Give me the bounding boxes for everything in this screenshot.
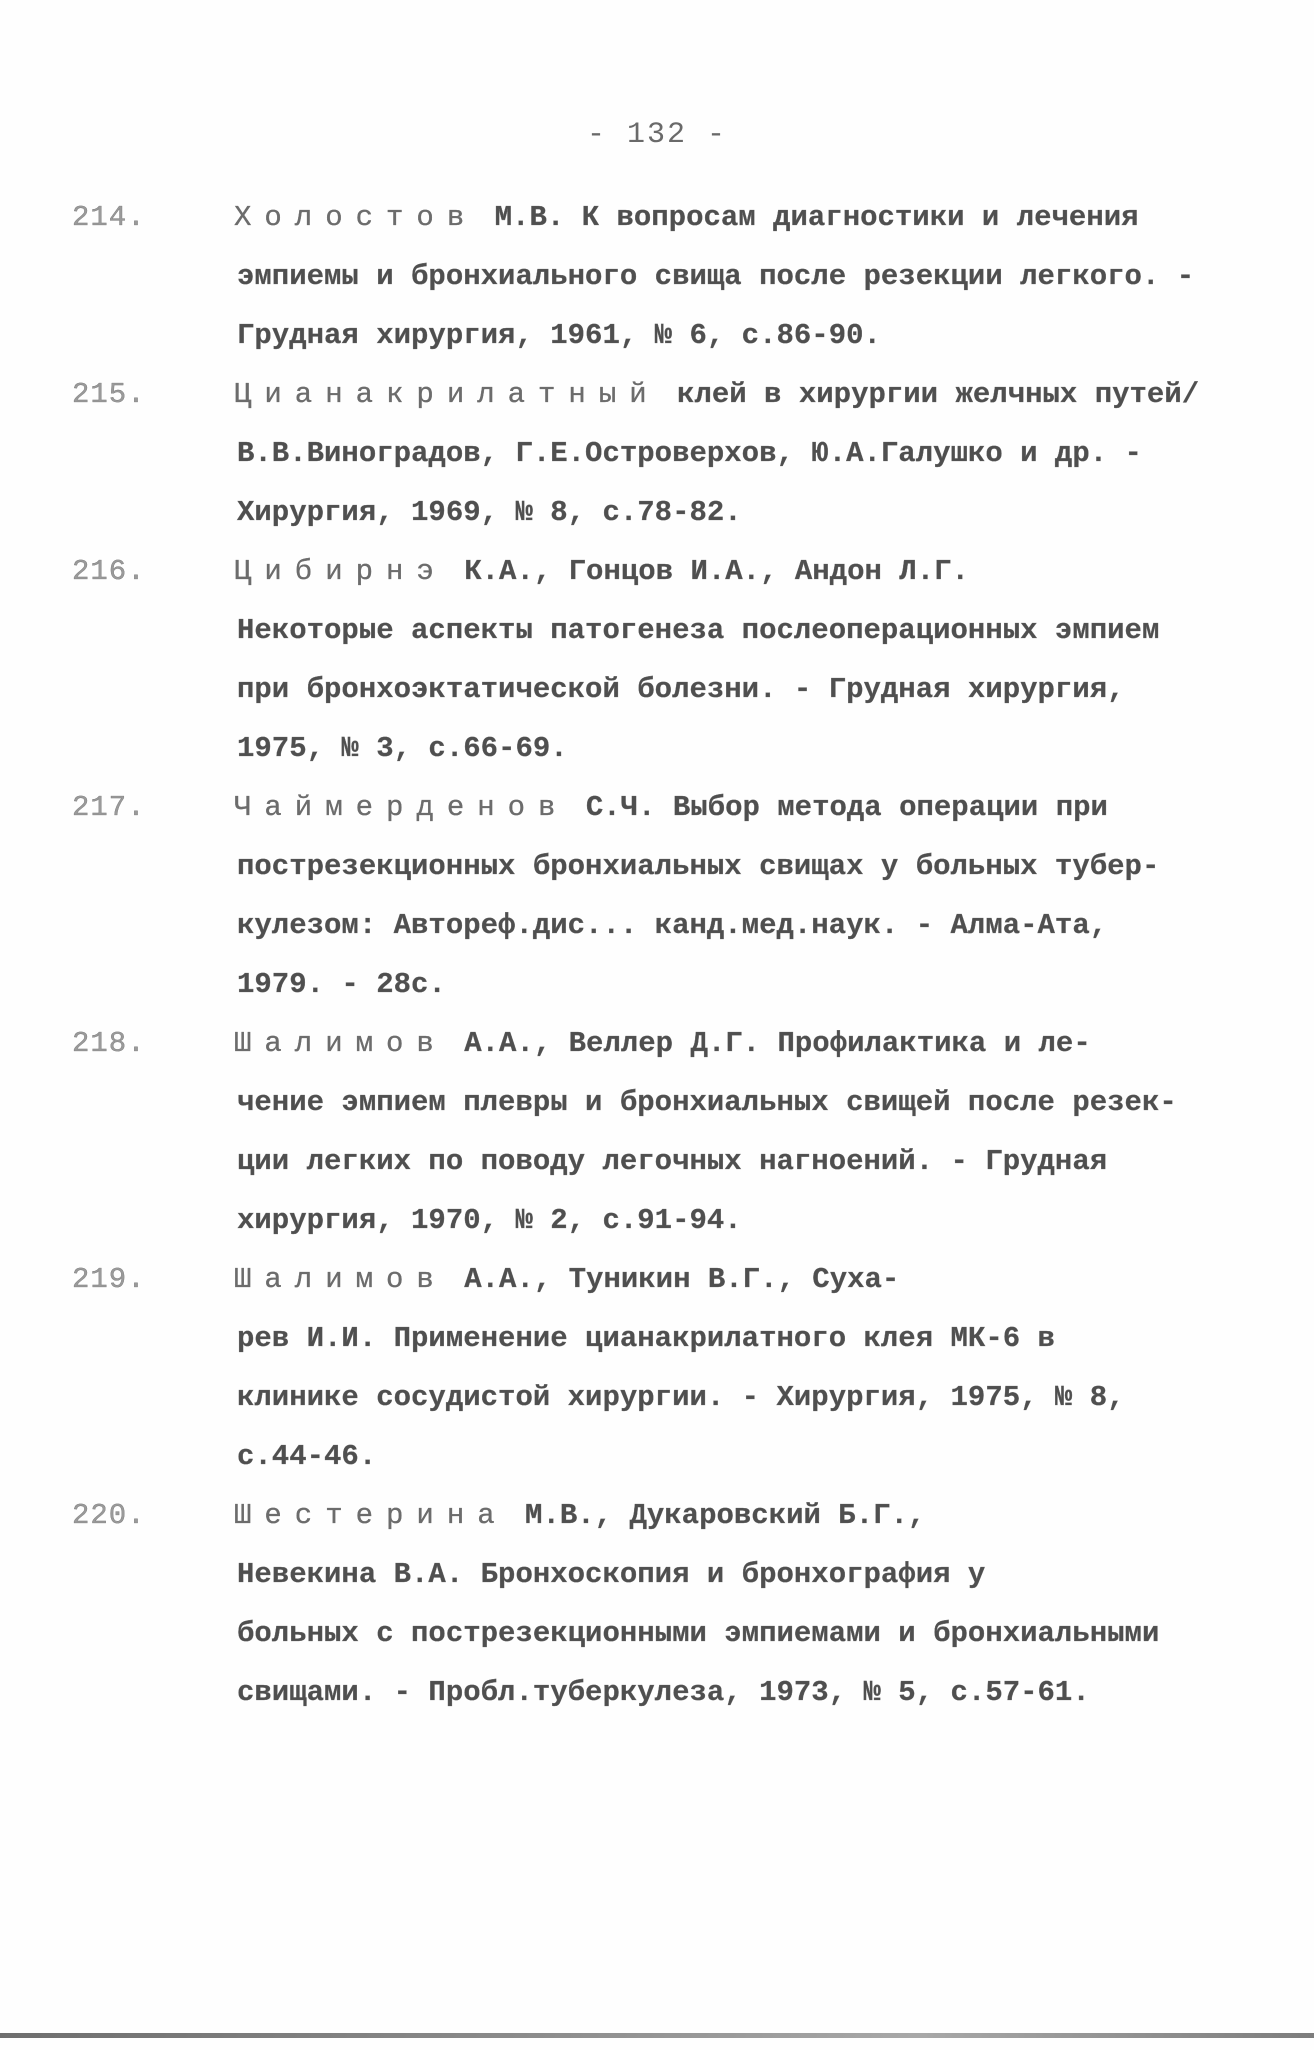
- reference-line: [237, 1132, 1242, 1191]
- reference-line: [237, 247, 1242, 306]
- reference-line: [237, 1309, 1242, 1368]
- reference-text: Невекина В.А. Бронхоскопия и бронхография у: [237, 1558, 986, 1591]
- reference-line: [234, 1486, 1242, 1545]
- reference-text: А.А., Веллер Д.Г. Профилактика и ле-: [446, 1027, 1091, 1060]
- reference-text: В.В.Виноградов, Г.Е.Островерхов, Ю.А.Галушко и др. -: [237, 437, 1142, 470]
- reference-line: [234, 1250, 1242, 1309]
- reference-text: 1979. - 28с.: [237, 968, 446, 1001]
- reference-text: С.Ч. Выбор метода операции при: [568, 791, 1108, 824]
- reference-line: [237, 483, 1242, 542]
- reference-list: [72, 188, 1242, 1722]
- reference-text: больных с пострезекционными эмпиемами и бронхиальными: [237, 1617, 1160, 1650]
- reference-line: [237, 1663, 1242, 1722]
- reference-line: [234, 542, 1242, 601]
- reference-text: К.А., Гонцов И.А., Андон Л.Г.: [446, 555, 969, 588]
- reference-line: [237, 837, 1242, 896]
- reference-text: ции легких по поводу легочных нагноений. - Грудная: [237, 1145, 1108, 1178]
- reference-entry: [72, 365, 1242, 542]
- reference-line: [234, 1014, 1242, 1073]
- reference-author-spaced: Шалимов: [234, 1263, 447, 1296]
- reference-author-spaced: Шестерина: [234, 1499, 508, 1532]
- reference-line: [237, 601, 1242, 660]
- reference-text: чение эмпием плевры и бронхиальных свищей после резек-: [237, 1086, 1177, 1119]
- reference-line: [234, 778, 1242, 837]
- reference-text: клей в хирургии желчных путей/: [659, 378, 1200, 411]
- reference-line: [237, 719, 1242, 778]
- reference-entry: [72, 188, 1242, 365]
- reference-text: клинике сосудистой хирургии. - Хирургия, 1975, № 8,: [237, 1381, 1125, 1414]
- reference-author-spaced: Цианакрилатный: [234, 378, 660, 411]
- reference-entry: [72, 1486, 1242, 1722]
- reference-text: рев И.И. Применение цианакрилатного клея МК-6 в: [237, 1322, 1055, 1355]
- scan-edge-line: [0, 2033, 1314, 2038]
- reference-number: 220.: [72, 1499, 146, 1532]
- reference-text: А.А., Туникин В.Г., Сухa-: [446, 1263, 900, 1296]
- reference-line: [237, 1545, 1242, 1604]
- reference-text: кулезом: Автореф.дис... канд.мед.наук. - Алма-Ата,: [237, 909, 1108, 942]
- reference-line: [237, 306, 1242, 365]
- reference-number: 216.: [72, 555, 146, 588]
- reference-text: хирургия, 1970, № 2, с.91-94.: [237, 1204, 742, 1237]
- reference-text: пострезекционных бронхиальных свищах у больных тубер-: [237, 850, 1160, 883]
- reference-text: с.44-46.: [237, 1440, 377, 1473]
- reference-number: 215.: [72, 378, 146, 411]
- page-number: - 132 -: [586, 118, 728, 152]
- reference-text: свищами. - Пробл.туберкулеза, 1973, № 5, с.57-61.: [237, 1676, 1090, 1709]
- reference-number: 218.: [72, 1027, 146, 1060]
- reference-entry: [72, 1014, 1242, 1250]
- reference-text: Хирургия, 1969, № 8, с.78-82.: [237, 496, 742, 529]
- reference-number: 217.: [72, 791, 146, 824]
- reference-line: [237, 1604, 1242, 1663]
- reference-text: М.В., Дукаровский Б.Г.,: [507, 1499, 926, 1532]
- reference-text: М.В. К вопросам диагностики и лечения: [477, 201, 1139, 234]
- reference-text: Некоторые аспекты патогенеза послеоперационных эмпием: [237, 614, 1160, 647]
- reference-line: [237, 896, 1242, 955]
- reference-line: [237, 660, 1242, 719]
- reference-line: [237, 955, 1242, 1014]
- reference-entry: [72, 542, 1242, 778]
- reference-line: [237, 1427, 1242, 1486]
- reference-line: [237, 424, 1242, 483]
- reference-line: [237, 1368, 1242, 1427]
- reference-entry: [72, 778, 1242, 1014]
- reference-author-spaced: Цибирнэ: [234, 555, 447, 588]
- reference-number: 214.: [72, 201, 146, 234]
- reference-text: Грудная хирургия, 1961, № 6, с.86-90.: [237, 319, 881, 352]
- reference-author-spaced: Чаймерденов: [234, 791, 569, 824]
- reference-author-spaced: Шалимов: [234, 1027, 447, 1060]
- reference-line: [234, 188, 1242, 247]
- reference-line: [234, 365, 1242, 424]
- reference-text: эмпиемы и бронхиального свища после резекции легкого. -: [237, 260, 1195, 293]
- reference-text: 1975, № 3, с.66-69.: [237, 732, 568, 765]
- reference-text: при бронхоэктатической болезни. - Грудная хирургия,: [237, 673, 1125, 706]
- reference-line: [237, 1073, 1242, 1132]
- reference-entry: [72, 1250, 1242, 1486]
- reference-line: [237, 1191, 1242, 1250]
- reference-number: 219.: [72, 1263, 146, 1296]
- reference-author-spaced: Холостов: [234, 201, 478, 234]
